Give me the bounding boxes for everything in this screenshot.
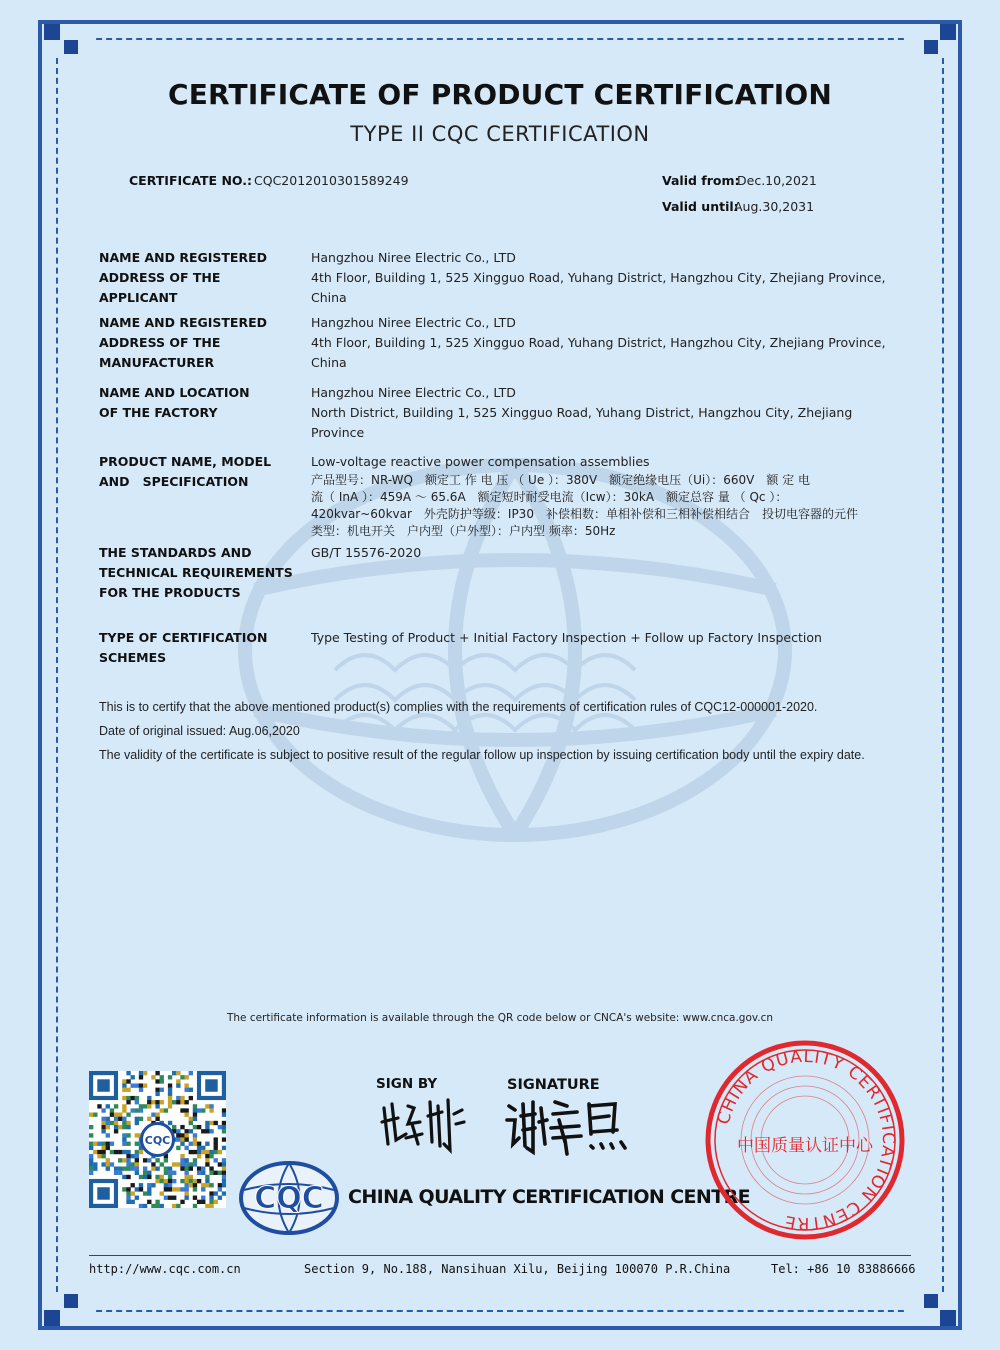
valid-until-label: Valid until:: [662, 199, 739, 214]
standards-label-line-1: THE STANDARDS AND: [99, 545, 252, 560]
footer-divider: [89, 1255, 911, 1256]
applicant-label-line-1: NAME AND REGISTERED: [99, 250, 268, 265]
applicant-value: [311, 248, 891, 308]
product-label-line-2: AND SPECIFICATION: [99, 474, 249, 489]
corner-square-br-2: [924, 1294, 938, 1308]
standards-value: GB/T 15576-2020: [311, 545, 422, 560]
factory-value: [311, 383, 891, 443]
certificate-no-label: CERTIFICATE NO.:: [129, 173, 252, 188]
footer-telephone: Tel: +86 10 83886666: [771, 1262, 916, 1276]
valid-from-value: Dec.10,2021: [737, 173, 817, 188]
validity-statement: The validity of the certificate is subject to positive result of the regular follow up inspection by issuing certification body until the expiry date.: [99, 748, 865, 762]
manufacturer-label: [99, 313, 299, 373]
product-spec-line-4: 类型：机电开关 户内型（户外型）：户内型 频率：50Hz: [311, 524, 616, 538]
scheme-label-line-1: TYPE OF CERTIFICATION: [99, 630, 268, 645]
product-label-line-1: PRODUCT NAME, MODEL: [99, 454, 272, 469]
signature-label: SIGNATURE: [507, 1077, 600, 1093]
applicant-address-line-1: 4th Floor, Building 1, 525 Xingguo Road, Yuhang District, Hangzhou City, Zhejiang Province,: [311, 270, 886, 285]
corner-square-br: [940, 1310, 956, 1326]
cqc-logo: [238, 1160, 340, 1236]
certification-seal: [704, 1039, 906, 1241]
corner-square-tl: [44, 24, 60, 40]
product-spec-line-1: 产品型号：NR-WQ 额定工 作 电 压 （ Ue ）：380V 额定绝缘电压（Ui）：660V 额 定 电: [311, 473, 811, 487]
factory-label: [99, 383, 299, 423]
corner-square-bl-2: [64, 1294, 78, 1308]
valid-from-label: Valid from:: [662, 173, 740, 188]
valid-until-value: Aug.30,2031: [734, 199, 815, 214]
standards-label-line-2: TECHNICAL REQUIREMENTS: [99, 565, 293, 580]
sign-by-handwritten-signature: [378, 1094, 468, 1154]
footer-address: Section 9, No.188, Nansihuan Xilu, Beijing 100070 P.R.China: [304, 1262, 731, 1276]
manufacturer-address-line-2: China: [311, 355, 347, 370]
manufacturer-address-line-1: 4th Floor, Building 1, 525 Xingguo Road, Yuhang District, Hangzhou City, Zhejiang Province,: [311, 335, 886, 350]
manufacturer-value: [311, 313, 891, 373]
standards-label: [99, 543, 299, 603]
manufacturer-label-line-1: NAME AND REGISTERED: [99, 315, 268, 330]
corner-square-bl: [44, 1310, 60, 1326]
applicant-address-line-2: China: [311, 290, 347, 305]
manufacturer-name: Hangzhou Niree Electric Co., LTD: [311, 315, 516, 330]
certificate-subtitle: TYPE II CQC CERTIFICATION: [350, 122, 650, 146]
applicant-label: [99, 248, 299, 308]
factory-name: Hangzhou Niree Electric Co., LTD: [311, 385, 516, 400]
product-spec-line-2: 流（ InA ）：459A ～ 65.6A 额定短时耐受电流（Icw）：30kA 额定总容 量 （ Qc ）：: [311, 490, 788, 504]
scheme-value: Type Testing of Product + Initial Factory Inspection + Follow up Factory Inspection: [311, 630, 822, 645]
factory-address: North District, Building 1, 525 Xingguo Road, Yuhang District, Hangzhou City, Zhejiang Province: [311, 405, 853, 440]
manufacturer-label-line-2: ADDRESS OF THE: [99, 335, 221, 350]
certify-statement: This is to certify that the above mentioned product(s) complies with the requirements of certification rules of CQC12-000001-2020.: [99, 700, 818, 714]
product-value: [311, 452, 891, 540]
qr-code[interactable]: [89, 1071, 226, 1208]
product-label: [99, 452, 299, 492]
factory-label-line-1: NAME AND LOCATION: [99, 385, 250, 400]
manufacturer-label-line-3: MANUFACTURER: [99, 355, 215, 370]
original-issue-date: Date of original issued: Aug.06,2020: [99, 724, 300, 738]
director-handwritten-signature: [505, 1096, 635, 1156]
cqc-logo-text: CQC: [254, 1181, 324, 1216]
corner-square-tr-2: [924, 40, 938, 54]
qr-note: The certificate information is available through the QR code below or CNCA's website: www.cnca.gov.cn: [226, 1012, 774, 1024]
factory-label-line-2: OF THE FACTORY: [99, 405, 218, 420]
qr-center-logo-text: CQC: [144, 1134, 171, 1147]
certificate-no-value: CQC2012010301589249: [254, 173, 409, 188]
applicant-label-line-2: ADDRESS OF THE APPLICANT: [99, 270, 221, 305]
product-spec-line-3: 420kvar~60kvar 外壳防护等级：IP30 补偿相数：单相补偿和三相补偿相结合 投切电容器的元件: [311, 507, 858, 521]
standards-label-line-3: FOR THE PRODUCTS: [99, 585, 241, 600]
scheme-label: [99, 628, 299, 668]
certificate-title: CERTIFICATE OF PRODUCT CERTIFICATION: [167, 78, 833, 111]
seal-outer-text: CHINA QUALITY CERTIFICATION CENTRE: [713, 1046, 899, 1234]
sign-by-label: SIGN BY: [376, 1076, 438, 1092]
product-name: Low-voltage reactive power compensation assemblies: [311, 454, 650, 469]
corner-square-tr: [940, 24, 956, 40]
applicant-name: Hangzhou Niree Electric Co., LTD: [311, 250, 516, 265]
footer-website[interactable]: http://www.cqc.com.cn: [89, 1262, 241, 1276]
organization-name: CHINA QUALITY CERTIFICATION CENTRE: [348, 1186, 750, 1208]
scheme-label-line-2: SCHEMES: [99, 650, 167, 665]
seal-inner-text: 中国质量认证中心: [737, 1136, 873, 1156]
corner-square-tl-2: [64, 40, 78, 54]
